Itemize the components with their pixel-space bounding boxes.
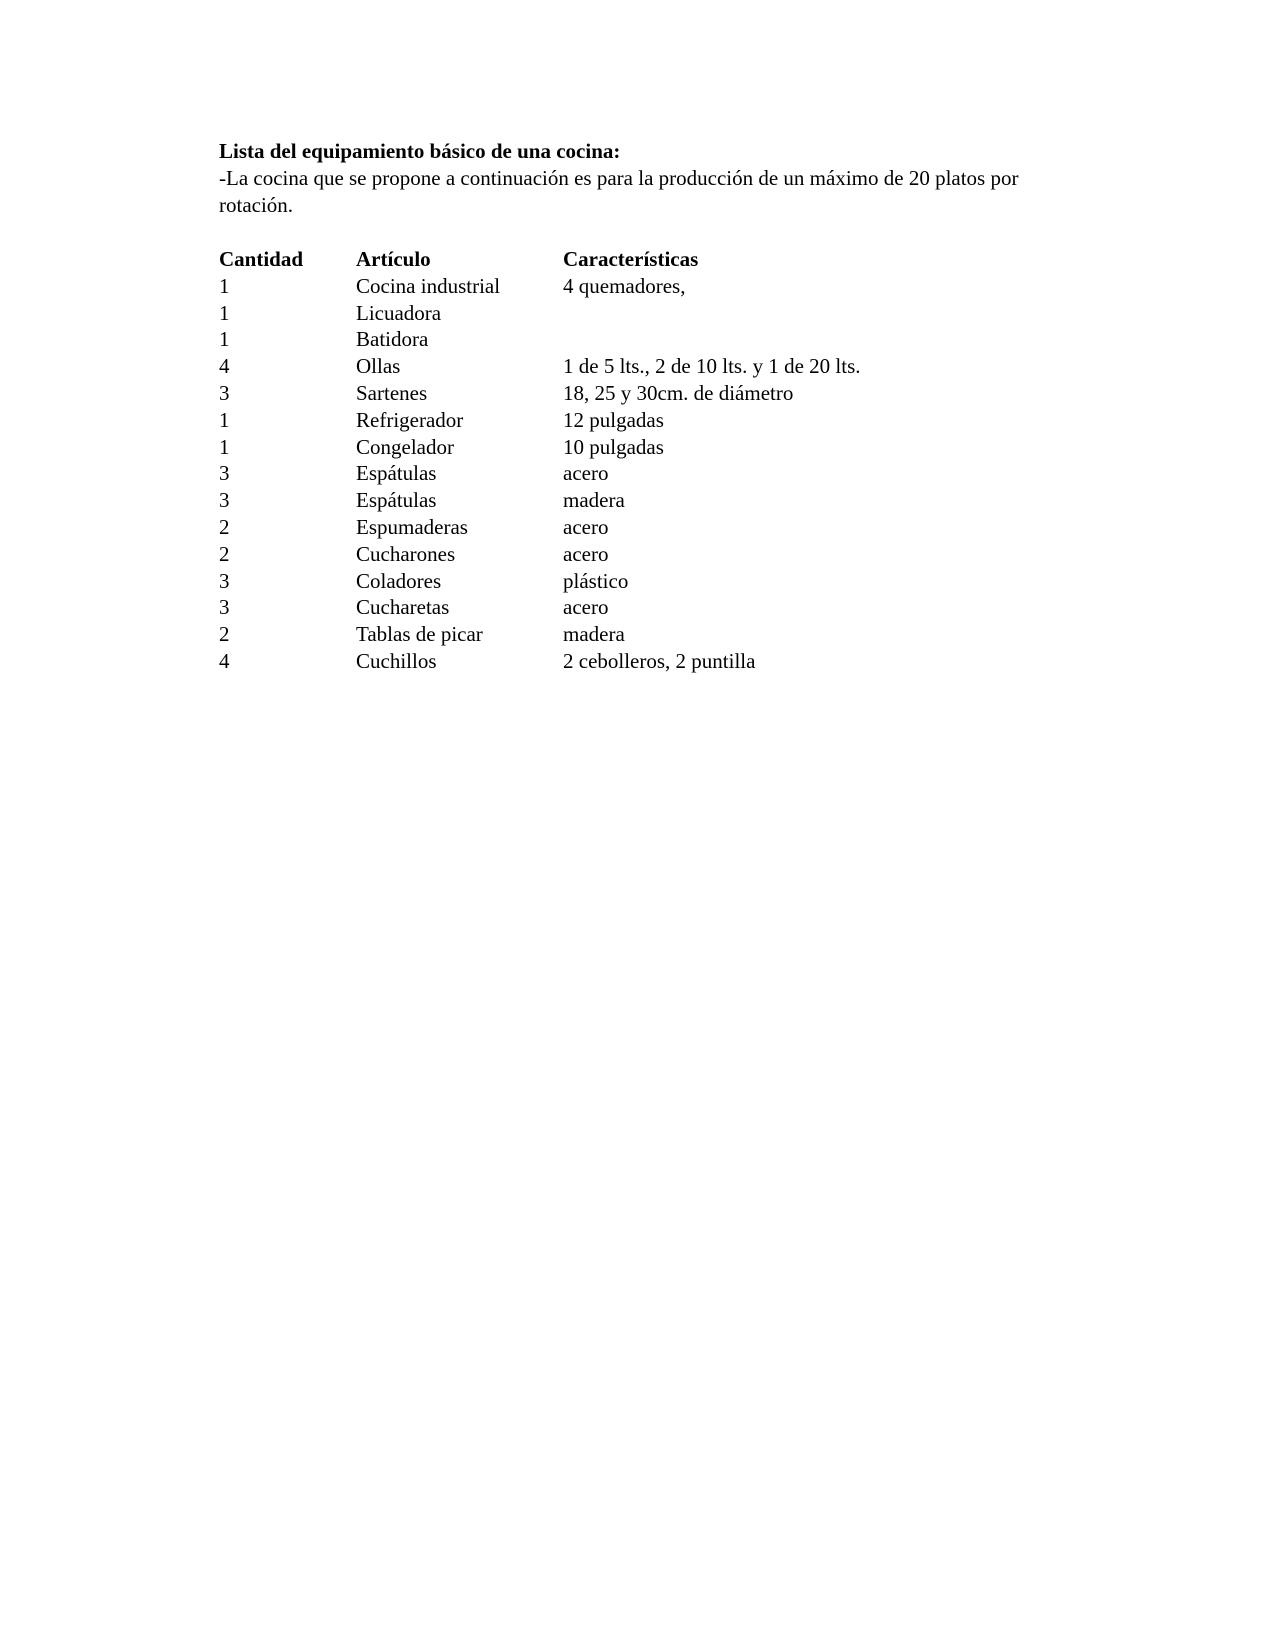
cell-cantidad: 1 — [219, 273, 230, 298]
cell-caracteristicas: 4 quemadores, — [563, 273, 686, 298]
table-row — [219, 594, 963, 621]
table-row — [219, 514, 963, 541]
cell-articulo: Espumaderas — [356, 514, 468, 539]
cell-articulo: Refrigerador — [356, 407, 464, 432]
cell-caracteristicas: madera — [563, 488, 625, 513]
cell-articulo: Cucharetas — [356, 595, 450, 620]
table-row — [219, 621, 963, 648]
cell-cantidad: 2 — [219, 514, 230, 539]
table-row — [219, 434, 963, 461]
equipment-table — [219, 246, 963, 675]
cell-articulo: Sartenes — [356, 380, 428, 405]
cell-cantidad: 3 — [219, 488, 230, 513]
document-title: Lista del equipamiento básico de una cocina: — [219, 139, 621, 163]
table-row — [219, 648, 963, 675]
cell-cantidad: 3 — [219, 568, 230, 593]
cell-articulo: Cuchillos — [356, 648, 437, 673]
header-cantidad: Cantidad — [219, 247, 304, 271]
table-header-row — [219, 246, 963, 273]
cell-articulo: Cucharones — [356, 541, 456, 566]
cell-caracteristicas: 10 pulgadas — [563, 434, 664, 459]
cell-cantidad: 2 — [219, 622, 230, 647]
cell-articulo: Licuadora — [356, 300, 442, 325]
cell-cantidad: 4 — [219, 354, 230, 379]
table-row — [219, 273, 963, 300]
table-row — [219, 407, 963, 434]
cell-caracteristicas: 18, 25 y 30cm. de diámetro — [563, 380, 794, 405]
cell-caracteristicas: acero — [563, 595, 609, 620]
table-row — [219, 568, 963, 595]
cell-cantidad: 1 — [219, 407, 230, 432]
cell-cantidad: 3 — [219, 461, 230, 486]
cell-caracteristicas: acero — [563, 541, 609, 566]
table-row — [219, 460, 963, 487]
cell-articulo: Ollas — [356, 354, 401, 379]
cell-cantidad: 4 — [219, 648, 230, 673]
table-row — [219, 326, 963, 353]
cell-cantidad: 1 — [219, 327, 230, 352]
table-row — [219, 541, 963, 568]
header-caracteristicas: Características — [563, 247, 699, 271]
table-row — [219, 353, 963, 380]
table-body — [219, 273, 963, 675]
table-row — [219, 300, 963, 327]
cell-caracteristicas: 1 de 5 lts., 2 de 10 lts. y 1 de 20 lts. — [563, 354, 861, 379]
cell-caracteristicas: plástico — [563, 568, 629, 593]
cell-cantidad: 1 — [219, 300, 230, 325]
cell-articulo: Cocina industrial — [356, 273, 501, 298]
cell-caracteristicas: acero — [563, 514, 609, 539]
cell-articulo: Batidora — [356, 327, 429, 352]
cell-cantidad: 1 — [219, 434, 230, 459]
cell-articulo: Espátulas — [356, 488, 437, 513]
header-articulo: Artículo — [356, 247, 431, 271]
cell-articulo: Coladores — [356, 568, 442, 593]
cell-cantidad: 2 — [219, 541, 230, 566]
cell-caracteristicas — [563, 326, 963, 353]
table-row — [219, 380, 963, 407]
cell-cantidad: 3 — [219, 595, 230, 620]
document-content — [219, 138, 1039, 675]
cell-cantidad: 3 — [219, 380, 230, 405]
cell-caracteristicas: 12 pulgadas — [563, 407, 664, 432]
cell-caracteristicas — [563, 300, 963, 327]
cell-articulo: Espátulas — [356, 461, 437, 486]
cell-caracteristicas: madera — [563, 622, 625, 647]
table-row — [219, 487, 963, 514]
cell-articulo: Congelador — [356, 434, 454, 459]
cell-caracteristicas: 2 cebolleros, 2 puntilla — [563, 648, 756, 673]
document-intro: -La cocina que se propone a continuación es para la producción de un máximo de 20 platos por rotación. — [219, 166, 1019, 217]
cell-articulo: Tablas de picar — [356, 622, 483, 647]
cell-caracteristicas: acero — [563, 461, 609, 486]
